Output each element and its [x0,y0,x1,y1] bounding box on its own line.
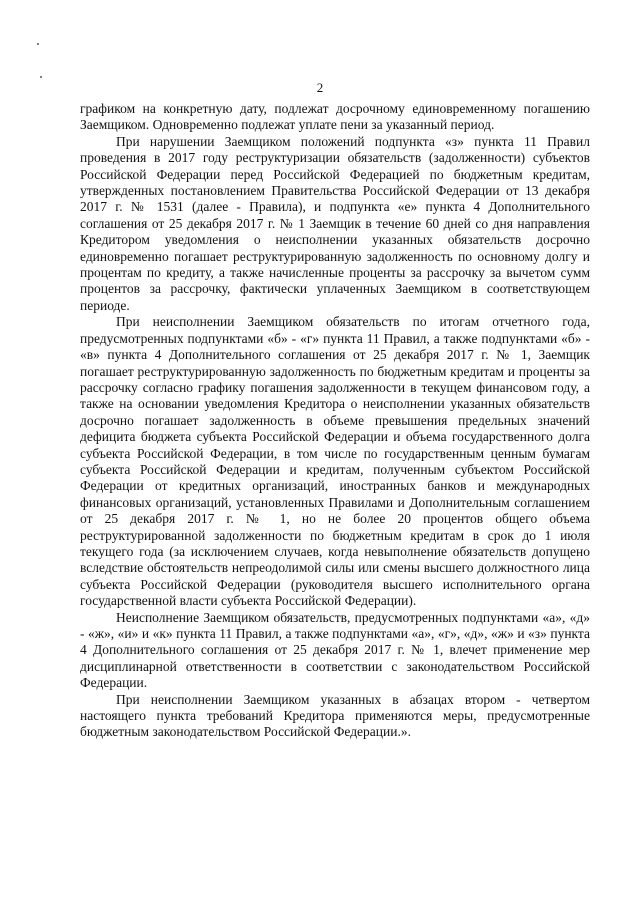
page-number: 2 [316,80,324,95]
paragraph-breach-subclause-z: При нарушении Заемщиком положений подпункта «з» пункта 11 Правил проведения в 2017 году реструктуризации обязательств (задолженности) субъектов Российской Федерации перед Российской Федерацией по бюджетным кредитам, утвержденных постановлением Правительства Российской Федерации от 13 декабря 2017 г. № 1531 (далее - Правила), и подпункта «е» пункта 4 Дополнительного соглашения от 25 декабря 2017 г. № 1 Заемщик в течение 60 дней со дня направления Кредитором уведомления о неисполнении указанных обязательств досрочно единовременно погашает реструктурированную задолженность по основному долгу и процентам по кредиту, а также начисленные проценты за рассрочку за вычетом сумм процентов за рассрочку, фактически уплаченных Заемщиком в соответствующем периоде. [80,133,590,313]
paragraph-nonfulfillment-reporting-year: При неисполнении Заемщиком обязательств по итогам отчетного года, предусмотренных подпунктами «б» - «г» пункта 11 Правил, а также подпунктами «б» - «в» пункта 4 Дополнительного соглашения от 25 декабря 2017 г. № 1, Заемщик погашает реструктурированную задолженность по бюджетным кредитам и проценты за рассрочку согласно графику погашения задолженности в текущем финансовом году, а также на основании уведомления Кредитора о неисполнении указанных обязательств досрочно погашает задолженность в объеме превышения предельных значений дефицита бюджета субъекта Российской Федерации и объема государственного долга субъекта Российской Федерации, в том числе по государственным ценным бумагам субъекта Российской Федерации и кредитам, полученным субъектом Российской Федерации от кредитных организаций, иностранных банков и международных финансовых организаций, установленных Правилами и Дополнительным соглашением от 25 декабря 2017 г. № 1, но не более 20 процентов общего объема реструктурированной задолженности по бюджетным кредитам в срок до 1 июля текущего года (за исключением случаев, когда невыполнение обязательств допущено вследствие обстоятельств непреодолимой силы или смены высшего должностного лица субъекта Российской Федерации (руководителя высшего исполнительного органа государственной власти субъекта Российской Федерации). [80,314,590,609]
paragraph-budget-measures: При неисполнении Заемщиком указанных в абзацах втором - четвертом настоящего пункта требований Кредитора применяются меры, предусмотренные бюджетным законодательством Российской Федерации.». [80,691,590,740]
document-body [80,101,590,741]
scan-speck [37,43,39,45]
scan-speck [40,76,42,78]
paragraph-disciplinary-liability: Неисполнение Заемщиком обязательств, предусмотренных подпунктами «а», «д» - «ж», «и» и «к» пункта 11 Правил, а также подпунктами «а», «г», «д», «ж» и «з» пункта 4 Дополнительного соглашения от 25 декабря 2017 г. № 1, влечет применение мер дисциплинарной ответственности в соответствии с законодательством Российской Федерации. [80,609,590,691]
paragraph-continuation: графиком на конкретную дату, подлежат досрочному единовременному погашению Заемщиком. Одновременно подлежат уплате пени за указанный период. [80,101,590,133]
